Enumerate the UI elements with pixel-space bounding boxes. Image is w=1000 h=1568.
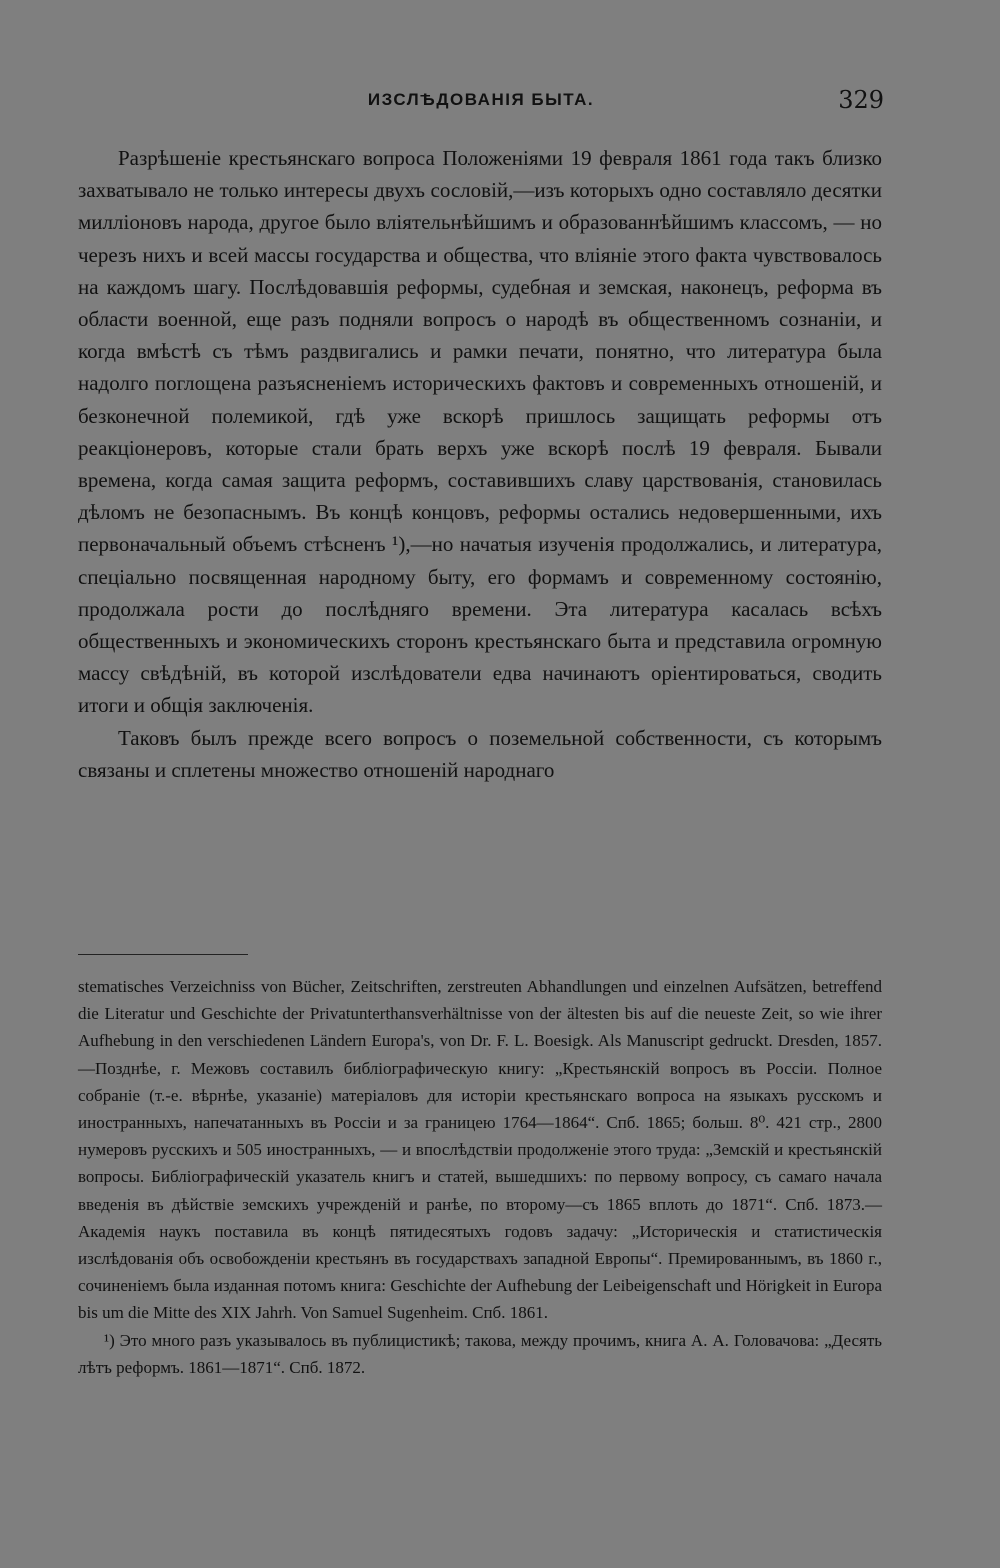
footnote-1: ¹) Это много разъ указывалось въ публицистикѣ; такова, между прочимъ, книга А. А. Головачова: „Десять лѣтъ реформъ. 1861—1871“. Спб. 1872.: [78, 1330, 882, 1377]
footnotes: [78, 973, 882, 1381]
footnote-continued: stematisches Verzeichniss von Bücher, Zeitschriften, zerstreuten Abhandlungen und einzelnen Aufsätzen, betreffend die Literatur und Geschichte der Privatunterthansverhältnisse von der ältesten bis auf die neueste Zeit, so wie ihrer Aufhebung in den verschiedenen Ländern Europa's, von Dr. F. L. Boesigk. Als Manuscript gedruckt. Dresden, 1857.—Позднѣе, г. Межовъ составилъ библіографическую книгу: „Крестьянскій вопросъ въ Россіи. Полное собраніе (т.-е. вѣрнѣе, указаніе) матеріаловъ для исторіи крестьянскаго вопроса на языкахъ русскомъ и иностранныхъ, напечатанныхъ въ Россіи и за границею 1764—1864“. Спб. 1865; больш. 8⁰. 421 стр., 2800 нумеровъ русскихъ и 505 иностранныхъ, — и впослѣдствіи продолженіе этого труда: „Земскій и крестьянскій вопросы. Библіографическій указатель книгъ и статей, вышедшихъ: по первому вопросу, съ самаго начала введенія въ дѣйствіе земскихъ учрежденій и ранѣе, по второму—съ 1865 вплоть до 1871“. Спб. 1873.—Академія наукъ поставила въ концѣ пятидесятыхъ годовъ задачу: „Историческія и статистическія изслѣдованія объ освобожденіи крестьянъ въ государствахъ западной Европы“. Премированнымъ, въ 1860 г., сочиненіемъ была изданная потомъ книга: Geschichte der Aufhebung der Leibeigenschaft und Hörigkeit in Europa bis um die Mitte des XIX Jahrh. Von Samuel Sugenheim. Спб. 1861.: [78, 977, 882, 1323]
running-head: [78, 86, 884, 114]
running-title: ИЗСЛѢДОВАНІЯ БЫТА.: [367, 90, 595, 109]
footnote-separator: [78, 954, 248, 955]
paragraph: Разрѣшеніе крестьянскаго вопроса Положеніями 19 февраля 1861 года такъ близко захватывало не только интересы двухъ сословій,—изъ которыхъ одно составляло десятки милліоновъ народа, другое было вліятельнѣйшимъ и образованнѣйшимъ классомъ, — но черезъ нихъ и всей массы государства и общества, что вліяніе этого факта чувствовалось на каждомъ шагу. Послѣдовавшія реформы, судебная и земская, наконецъ, реформа въ области военной, еще разъ подняли вопросъ о народѣ въ общественномъ сознаніи, и когда вмѣстѣ съ тѣмъ раздвигались и рамки печати, понятно, что литература была надолго поглощена разъясненіемъ историческихъ фактовъ и современныхъ отношеній, и безконечной полемикой, гдѣ уже вскорѣ пришлось защищать реформы отъ реакціонеровъ, которые стали брать верхъ уже вскорѣ послѣ 19 февраля. Бывали времена, когда самая защита реформъ, составившихъ славу царствованія, становилась дѣломъ не безопаснымъ. Въ концѣ концовъ, реформы остались недовершенными, ихъ первоначальный объемъ стѣсненъ ¹),—но начатыя изученія продолжались, и литература, спеціально посвященная народному быту, его формамъ и современному состоянію, продолжала рости до послѣдняго времени. Эта литература касалась всѣхъ общественныхъ и экономическихъ сторонъ крестьянскаго быта и представила огромную массу свѣдѣній, въ которой изслѣдователи едва начинаютъ оріентироваться, сводить итоги и общія заключенія.: [78, 146, 882, 718]
paragraph: Таковъ былъ прежде всего вопросъ о поземельной собственности, съ которымъ связаны и сплетены множество отношеній народнаго: [78, 725, 882, 782]
page-number: 329: [838, 86, 884, 114]
main-text: [78, 142, 882, 786]
